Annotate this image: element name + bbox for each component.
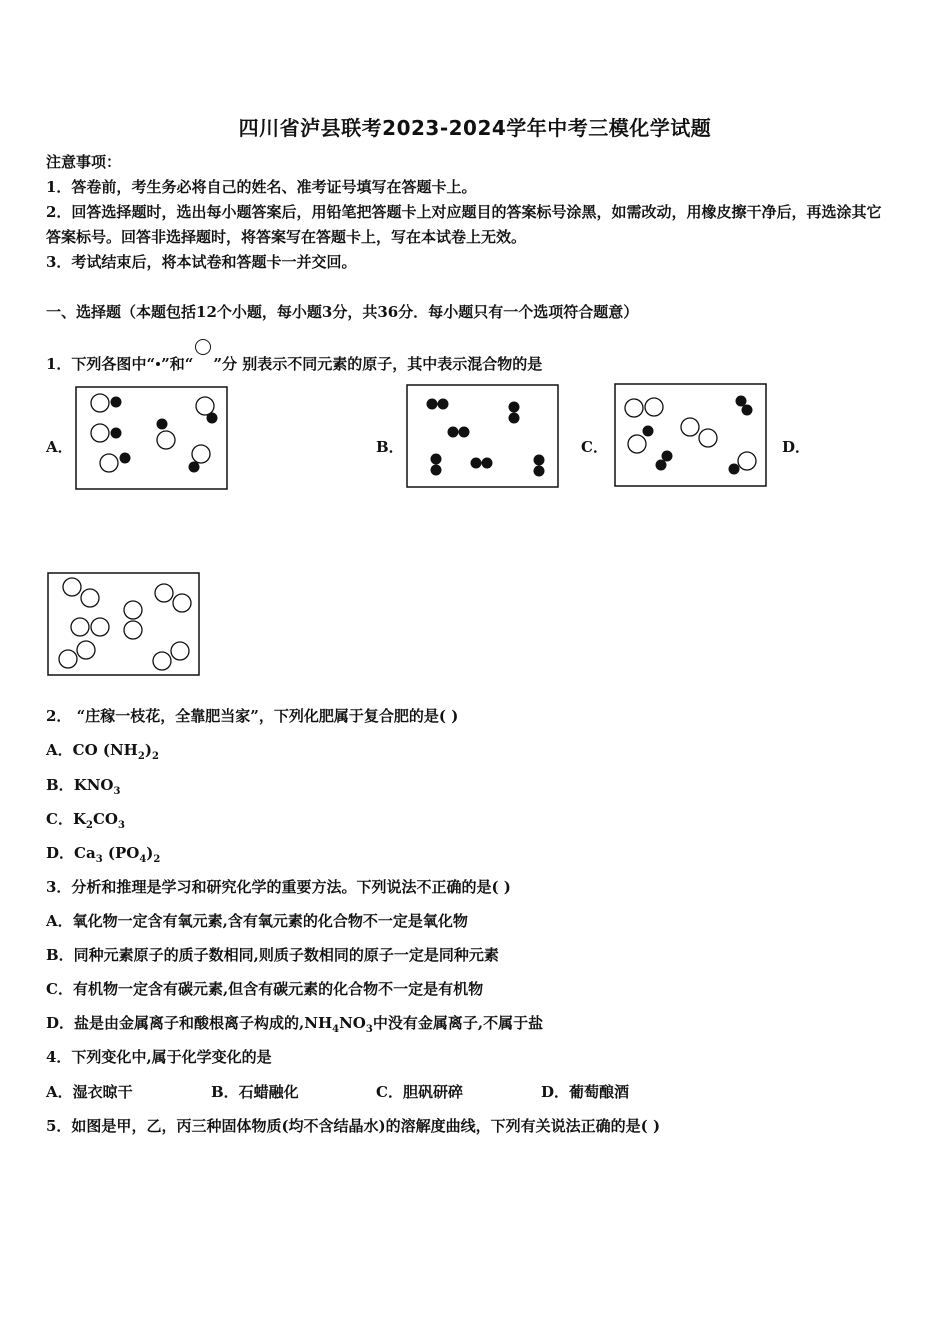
question-5-stem: 5．如图是甲，乙，丙三种固体物质(均不含结晶水)的溶解度曲线，下列有关说法正确的是( ) — [46, 1117, 661, 1135]
hollow-atom-icon — [195, 339, 211, 355]
question-1-stem — [46, 339, 542, 374]
q2-a-sub1: 2 — [137, 751, 145, 762]
q4-option-a: A．湿衣晾干 — [46, 1083, 133, 1101]
q3-d-text3: 中没有金属离子,不属于盐 — [372, 1014, 544, 1032]
q2-c-sub1: 2 — [86, 820, 93, 831]
q1-option-d-label: D． — [782, 438, 811, 456]
notice-heading: 注意事项： — [46, 153, 122, 171]
q2-option-c — [46, 809, 125, 836]
q2-d-sub3: 2 — [153, 854, 161, 865]
q3-d-text2: NO — [339, 1014, 366, 1032]
q2-d-text2: (PO — [102, 844, 140, 862]
q2-a-text: CO (NH — [72, 741, 138, 759]
q2-option-b — [46, 775, 120, 802]
q1-middle1: ”和“ — [161, 355, 194, 373]
q2-b-sub1: 3 — [113, 786, 121, 797]
diagram-b — [406, 384, 559, 488]
q2-c-label: C． — [46, 810, 73, 828]
q2-option-d — [46, 843, 160, 870]
notice-item-1: 1．答卷前，考生务必将自己的姓名、准考证号填写在答题卡上。 — [46, 178, 477, 196]
notice-item-2: 2．回答选择题时，选出每小题答案后，用铅笔把答题卡上对应题目的答案标号涂黑，如需改动，用橡皮擦干净后，再选涂其它答案标号。回答非选择题时，将答案写在答题卡上，写在本试卷上无效。 — [46, 203, 882, 246]
q1-option-b-label: B． — [376, 438, 404, 456]
diagram-d — [47, 572, 200, 676]
q2-b-text: KNO — [73, 776, 114, 794]
q2-a-sub2: 2 — [151, 751, 159, 762]
q2-c-text: K — [72, 810, 86, 828]
q2-c-sub2: 3 — [117, 820, 125, 831]
notice-item-3: 3．考试结束后，将本试卷和答题卡一并交回。 — [46, 253, 357, 271]
q2-d-sub2: 4 — [139, 854, 147, 865]
q1-option-a-label: A． — [46, 438, 73, 456]
q2-c-text2: CO — [92, 810, 118, 828]
q1-option-c-label: C． — [581, 438, 608, 456]
q2-b-label: B． — [46, 776, 74, 794]
q4-option-d: D．葡萄酿酒 — [541, 1083, 630, 1101]
question-4-stem: 4．下列变化中,属于化学变化的是 — [46, 1048, 272, 1066]
diagram-a — [75, 386, 228, 490]
q2-a-text2: ) — [144, 741, 152, 759]
section-heading: 一、选择题（本题包括12个小题，每小题3分，共36分．每小题只有一个选项符合题意） — [46, 303, 639, 321]
diagram-c — [614, 383, 767, 487]
q4-options — [46, 1082, 706, 1102]
page-title: 四川省泸县联考2023-2024学年中考三模化学试题 — [238, 116, 712, 140]
q3-option-d — [46, 1013, 543, 1040]
q2-d-label: D． — [46, 844, 75, 862]
q1-prefix: 1．下列各图中“ — [46, 355, 156, 373]
question-2-stem: 2． “庄稼一枝花，全靠肥当家”，下列化肥属于复合肥的是( ) — [46, 707, 459, 725]
q2-d-text3: ) — [146, 844, 154, 862]
q3-d-sub1: 4 — [332, 1024, 340, 1035]
q1-middle2: ”分 别表示不同元素的原子，其中表示混合物的是 — [213, 355, 543, 373]
q3-d-sub2: 3 — [365, 1024, 373, 1035]
q2-a-label: A． — [46, 741, 73, 759]
q3-option-a: A．氧化物一定含有氧元素,含有氧元素的化合物不一定是氧化物 — [46, 912, 468, 930]
q3-option-b: B．同种元素原子的质子数相同,则质子数相同的原子一定是同种元素 — [46, 946, 499, 964]
question-3-stem: 3．分析和推理是学习和研究化学的重要方法。下列说法不正确的是( ) — [46, 878, 511, 896]
q3-option-c: C．有机物一定含有碳元素,但含有碳元素的化合物不一定是有机物 — [46, 980, 484, 998]
q2-d-sub1: 3 — [95, 854, 103, 865]
filled-atom-icon — [156, 362, 160, 366]
q2-option-a — [46, 740, 159, 767]
q4-option-c: C．胆矾研碎 — [376, 1083, 463, 1101]
q4-option-b: B．石蜡融化 — [211, 1083, 299, 1101]
q2-d-text: Ca — [74, 844, 96, 862]
q3-d-text: D．盐是由金属离子和酸根离子构成的,NH — [46, 1014, 333, 1032]
